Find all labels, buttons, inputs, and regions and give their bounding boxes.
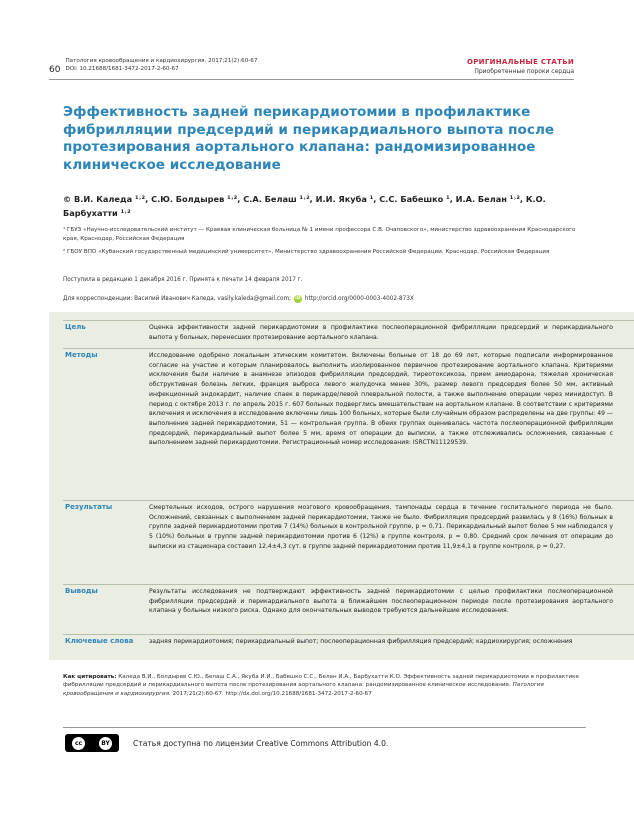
header-left [49,57,257,75]
authors: © В.И. Каледа ¹˒², С.Ю. Болдырев ¹˒², С.А. Белаш ¹˒², И.И. Якуба ¹, С.С. Бабешко ¹, И.А. Белан ¹˒², К.О. Барбухатти ¹˒² [63,194,546,218]
page-number: 60 [49,65,61,75]
abstract-text-methods: Исследование одобрено локальным этическим комитетом. Включены больные от 18 до 69 лет, которые подписали информированное согласие на участие и которым планировалось выполнить изолированное первичное протезирование аортального клапана. Критериями исключения были наличие в анамнезе эпизодов фибрилляции предсердий, тиреотоксикоза, прием амиодарона, тяжелая хроническая обструктивная болезнь легких, фракция выброса левого желудочка менее 30%, размер левого предсердия более 50 мм, активный инфекционный эндокардит, наличие спаек в перикарде/левой плевральной полости, а также выполнение операции через минидоступ. В период с октября 2013 г. по апрель 2015 г. 607 больных подверглись вмешательствам на аортальном клапане. В соответствии с критериями включения и исключения в исследование включены лишь 100 больных, которые были случайным образом распределены на две группы: 49 — выполнение задней перикардиотомии, 51 — контрольная группа. В обеих группах оценивалась частота послеоперационной фибрилляции предсердий, перикардиальный выпот более 5 мм, время от операции до выписки, а также отслеживались осложнения, связанные с выполнением задней перикардиотомии. Регистрационный номер исследования: ISRCTN11129539. [149,352,613,447]
section-title: ОРИГИНАЛЬНЫЕ СТАТЬИ [466,58,574,66]
abstract-box [49,312,634,660]
page-header [49,57,574,79]
article-title: Эффективность задней перикардиотомии в профилактике фибрилляции предсердий и перикардиального выпота после протезирования аортального клапана: рандомизированное клиническое исследование [63,104,555,173]
license-divider [63,727,586,728]
affiliation-2: ² ГБОУ ВПО «Кубанский государственный медицинский университет», Министерство здравоохранения Российской Федерации, Краснодар, Российская Федерация [63,249,550,255]
abstract-row-keywords [63,634,634,659]
abstract-row-results [63,500,634,581]
abstract-label-methods: Методы [65,351,98,359]
citation-label: Как цитировать: [63,674,117,680]
abstract-text-conclusions: Результаты исследования не подтверждают эффективность задней перикардиотомии с целью профилактики послеоперационной фибрилляции предсердий и перикардиального выпота в ближайшем послеоперационном периоде после протезирования аортального клапана у больных низкого риска. Однако для окончательных выводов требуются дальнейшие исследования. [149,588,613,615]
publication-dates: Поступила в редакцию 1 декабря 2016 г. Принята к печати 14 февраля 2017 г. [63,277,303,283]
header-divider [49,79,574,80]
correspondence-text: Для корреспонденции: Василий Иванович Каледа, vasily.kaleda@gmail.com; [63,296,291,302]
abstract-row-methods [63,348,634,497]
by-icon: BY [99,737,112,750]
cc-by-badge-icon[interactable] [65,734,119,752]
affiliation-1: ¹ ГБУЗ «Научно-исследовательский институт — Краевая клиническая больница № 1 имени профессора С.В. Очаповского», министерство здравоохранения Краснодарского края, Краснодар, Российская Федерация [63,227,576,242]
abstract-label-keywords: Ключевые слова [65,637,134,645]
abstract-text-results: Смертельных исходов, острого нарушения мозгового кровообращения, тампонады сердца в течение госпитального периода не было. Осложнений, связанных с выполнением задней перикардиотомии, также не было. Фибрилляция предсердий развилась у 8 (16%) больных в группе задней перикардиотомии против 7 (14%) больных в контрольной группе, p = 0,71. Перикардиальный выпот более 5 мм наблюдался у 5 (10%) больных в группе задней перикардиотомии против 6 (12%) в группе контроля, p = 0,80. Средний срок лечения от операции до выписки из стационара составил 12,4±4,3 сут. в группе задней перикардиотомии против 11,9±4,1 в группе контроля, p = 0,27. [149,504,613,550]
abstract-label-conclusions: Выводы [65,587,98,595]
abstract-label-results: Результаты [65,503,113,511]
abstract-label-aim: Цель [65,323,86,331]
citation-block [63,673,586,698]
journal-name: Патология кровообращения и кардиохирургия. 2017;21(2):60-67 [65,58,258,64]
journal-info [65,57,257,73]
license-text: Статья доступна по лицензии Creative Commons Attribution 4.0. [133,739,389,748]
journal-doi[interactable]: DOI: 10.21688/1681-3472-2017-2-60-67 [65,66,179,73]
abstract-text-aim: Оценка эффективности задней перикардиотомии в профилактике послеоперационной фибрилляции предсердий и перикардиального выпота у больных, перенесших протезирование аортального клапана. [149,324,613,341]
correspondence [63,295,414,303]
header-right [467,57,574,76]
citation-ref[interactable]: 2017;21(2):60-67. http://dx.doi.org/10.21688/1681-3472-2017-2-60-67 [172,690,372,697]
orcid-icon: iD [295,296,301,301]
citation-text: Каледа В.И., Болдырев С.Ю., Белаш С.А., Якуба И.И., Бабешко С.С., Белан И.А., Барбухатти К.О. Эффективность задней перикардиотомии в профилактике фибрилляции предсердий и перикардиального выпота после протезирования аортального клапана: рандомизированное клиническое исследование. [63,674,579,689]
orcid-link[interactable]: http://orcid.org/0000-0003-4002-873X [304,296,414,302]
cc-icon: cc [72,737,85,750]
abstract-text-keywords: задняя перикардиотомия; перикардиальный выпот; послеоперационная фибрилляция предсердий; кардиохирургия; осложнения [149,638,573,645]
citation-journal: Патология кровообращения и кардиохирургия. [63,682,544,697]
abstract-row-aim [63,320,634,343]
subsection-title: Приобретенные пороки сердца [474,68,574,75]
abstract-row-conclusions [63,584,634,633]
